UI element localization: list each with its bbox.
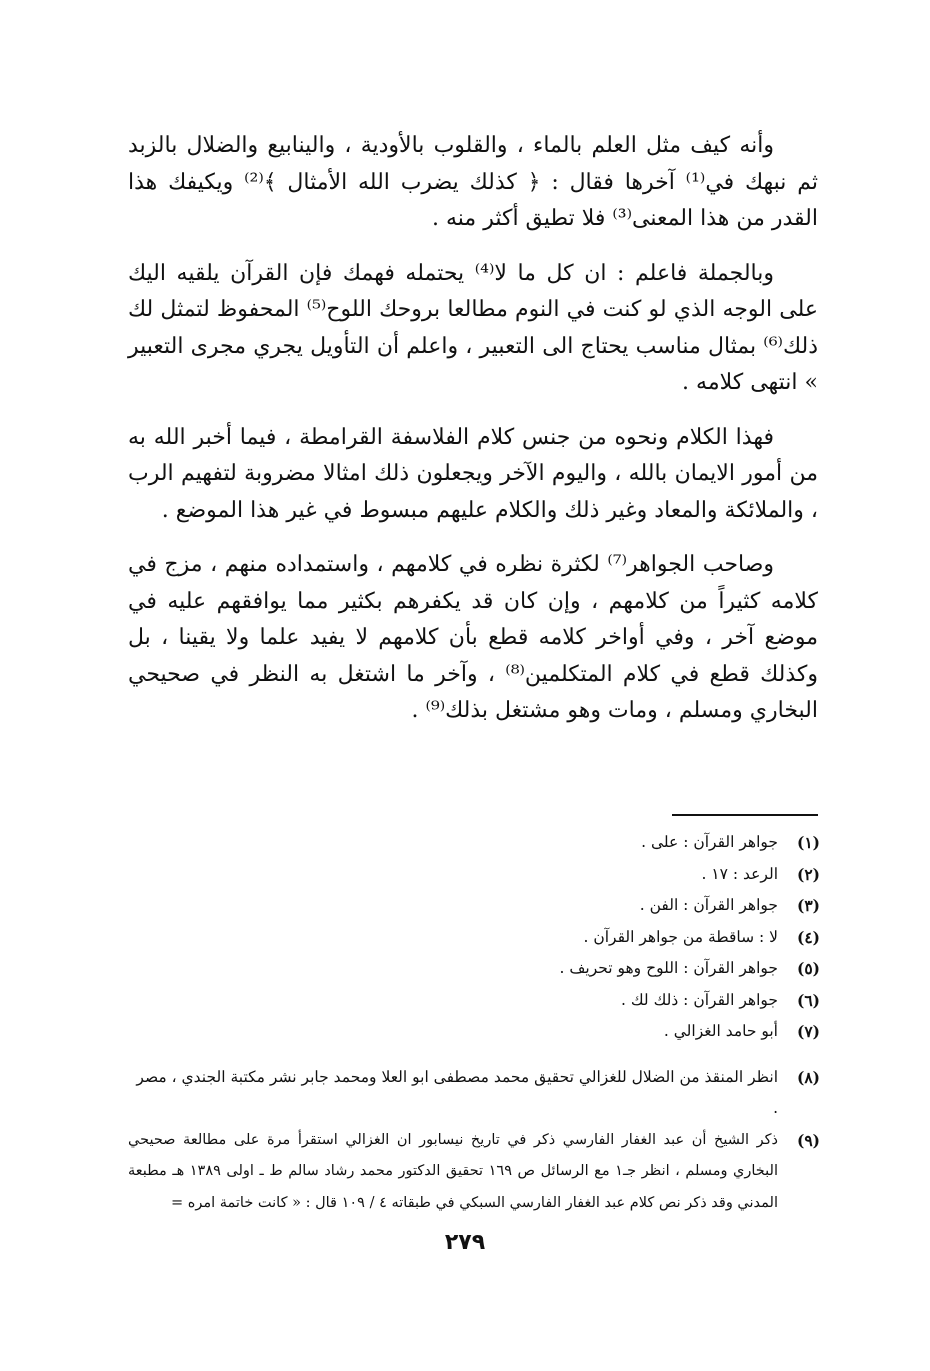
footnote-text: جواهر القرآن : ذلك لك . [621,990,778,1009]
paragraph: وبالجملة فاعلم : ان كل ما لا⁽⁴⁾ يحتمله فهمك فإن القرآن يلقيه اليك على الوجه الذي لو كنت في النوم مطالعا بروحك اللوح⁽⁵⁾ المحفوظ لتمثل لك ذلك⁽⁶⁾ بمثال مناسب يحتاج الى التعبير ، واعلم أن التأويل يجري مجرى التعبير » انتهى كلامه . [128,260,818,395]
paragraph: وصاحب الجواهر⁽⁷⁾ لكثرة نظره في كلامهم ، واستمداده منهم ، مزج في كلامه كثيراً من كلامهم ، وإن كان قد يكفرهم بكثير مما يوافقهم عليه في موضع آخر ، وفي أواخر كلامه قطع بأن كلامهم لا يفيد علما ولا يقينا ، بل وكذلك قطع في كلام المتكلمين⁽⁸⁾ ، وآخر ما اشتغل به النظر في صحيحي البخاري ومسلم ، ومات وهو مشتغل بذلك⁽⁹⁾ . [128,552,819,723]
footnote-number: (٢) [796,864,820,884]
footnote-text: انظر المنقذ من الضلال للغزالي تحقيق محمد مصطفى ابو العلا ومحمد جابر نشر مكتبة الجندي ، مصر . [136,1067,778,1117]
page-number: ٢٧٩ [444,1230,486,1255]
footnote-item [128,1016,820,1048]
footnote-separator [672,814,818,816]
footnote-number: (٩) [796,1130,820,1150]
footnote-number: (٧) [796,1022,820,1041]
footnote-number: (٦) [796,990,820,1010]
footnote-item [128,922,820,954]
footnote-item [128,953,820,985]
main-text [128,128,818,748]
footnote-gap [128,1048,820,1062]
footnote-text: أبو حامد الغزالي . [663,1022,778,1040]
footnote-number: (٨) [796,1067,820,1087]
footnote-number: (١) [796,833,820,852]
footnotes [128,827,820,1219]
footnote-text: ذكر الشيخ أن عبد الغفار الفارسي ذكر في تاريخ نيسابور ان الغزالي استقرأ مرة على مطالعة صحيحي البخاري ومسلم ، انظر جـ١ مع الرسائل ص ١٦٩ تحقيق الدكتور محمد رشاد سالم ط ـ اولى ١٣٨٩ هـ مطبعة المدني وقد ذكر نص كلام عبد الغفار الفارسي السبكي في طبقاته ٤ / ١٠٩ قال : « كانت خاتمة امره = [128,1131,778,1211]
paragraph: فهذا الكلام ونحوه من جنس كلام الفلاسفة القرامطة ، فيما أخبر الله به من أمور الايمان بالله ، واليوم الآخر ويجعلون ذلك امثالا مضروبة لتفهيم الرب ، والملائكة والمعاد وغير ذلك والكلام عليهم مبسوط في غير هذا الموضع . [128,424,818,523]
footnote-item [128,1125,820,1220]
footnote-text: جواهر القرآن : على . [641,833,778,851]
footnote-text: جواهر القرآن : اللوح وهو تحريف . [559,959,778,977]
footnote-text: جواهر القرآن : الفن . [639,896,778,914]
footnote-item [128,827,820,859]
footnote-item [128,985,820,1017]
footnote-item [128,859,820,891]
paragraph: وأنه كيف مثل العلم بالماء ، والقلوب بالأودية ، والينابيع والضلال بالزبد ثم نبهك في⁽¹⁾ آخرها فقال : ﴿ كذلك يضرب الله الأمثال ﴾⁽²⁾ ويكيفك هذا القدر من هذا المعنى⁽³⁾ فلا تطيق أكثر منه . [128,133,819,231]
footnote-item [128,890,820,922]
footnote-item [128,1062,820,1125]
footnote-text: الرعد : ١٧ . [701,864,778,883]
footnote-text: لا : ساقطة من جواهر القرآن . [583,927,778,946]
footnote-number: (٣) [796,896,820,915]
footnote-number: (٤) [796,927,820,947]
footnote-number: (٥) [796,959,820,978]
